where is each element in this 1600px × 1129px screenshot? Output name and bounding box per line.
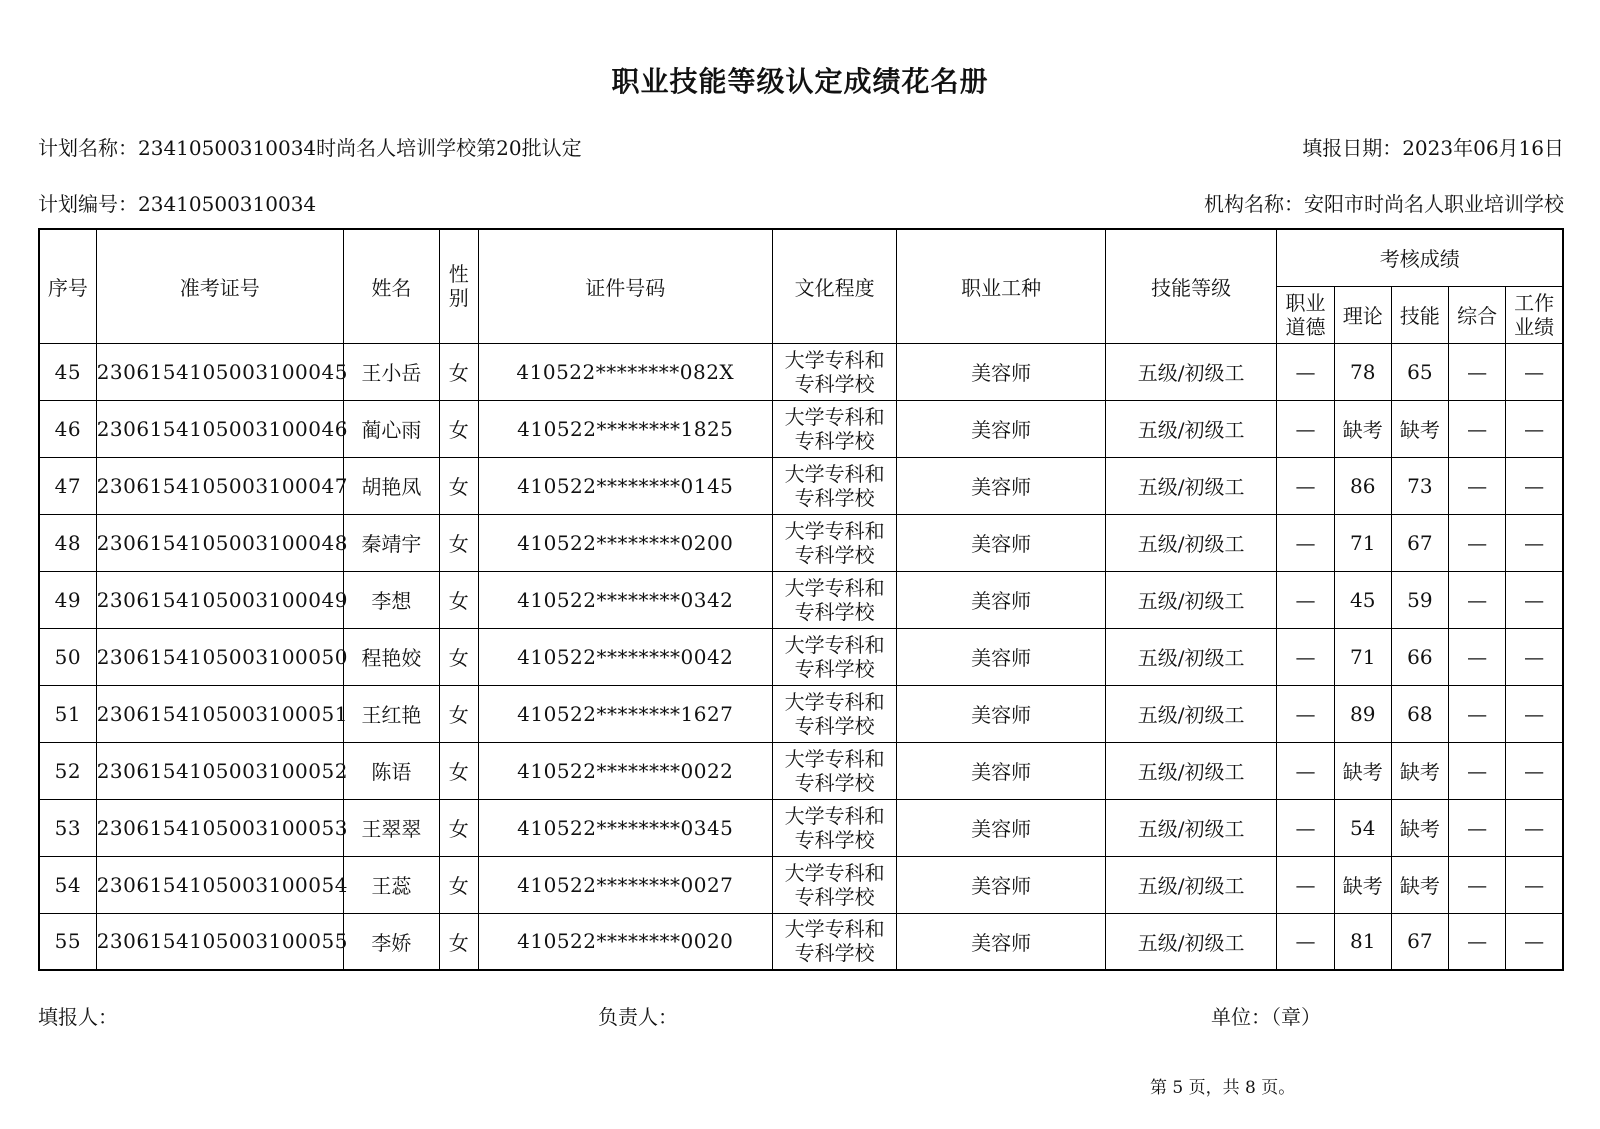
cell-skill: 59	[1391, 571, 1448, 628]
cell-overall: —	[1448, 799, 1505, 856]
filler-label: 填报人：	[38, 1005, 118, 1029]
cell-name: 王蕊	[343, 856, 439, 913]
cell-skill-level: 五级/初级工	[1105, 343, 1277, 400]
cell-exam-no: 2306154105003100054	[96, 856, 343, 913]
cell-education-line1: 大学专科和	[784, 746, 885, 771]
cell-overall: —	[1448, 742, 1505, 799]
cell-education-line2: 专科学校	[794, 941, 875, 966]
cell-education-line1: 大学专科和	[784, 803, 885, 828]
cell-name: 胡艳凤	[343, 457, 439, 514]
cell-skill: 缺考	[1391, 799, 1448, 856]
cell-gender: 女	[439, 343, 478, 400]
cell-skill: 65	[1391, 343, 1448, 400]
cell-education-line1: 大学专科和	[784, 461, 885, 486]
cell-occupation: 美容师	[897, 799, 1105, 856]
header-overall: 综合	[1448, 286, 1505, 343]
table-row	[39, 457, 1563, 514]
header-id-no: 证件号码	[478, 229, 772, 343]
header-gender	[439, 229, 478, 343]
table-row	[39, 856, 1563, 913]
cell-ethics: —	[1277, 799, 1334, 856]
cell-skill-level: 五级/初级工	[1105, 856, 1277, 913]
header-name: 姓名	[343, 229, 439, 343]
cell-id-no: 410522********0345	[478, 799, 772, 856]
cell-exam-no: 2306154105003100055	[96, 913, 343, 970]
cell-education	[772, 343, 897, 400]
cell-theory: 缺考	[1334, 400, 1391, 457]
cell-education-line2: 专科学校	[794, 770, 875, 795]
cell-education	[772, 685, 897, 742]
cell-work: —	[1506, 457, 1563, 514]
cell-ethics: —	[1277, 571, 1334, 628]
cell-skill: 缺考	[1391, 856, 1448, 913]
cell-name: 王红艳	[343, 685, 439, 742]
cell-occupation: 美容师	[897, 571, 1105, 628]
cell-education-line1: 大学专科和	[784, 347, 885, 372]
header-ethics-line2: 道德	[1285, 314, 1326, 339]
cell-ethics: —	[1277, 400, 1334, 457]
cell-work: —	[1506, 400, 1563, 457]
cell-work: —	[1506, 742, 1563, 799]
cell-overall: —	[1448, 514, 1505, 571]
cell-work: —	[1506, 856, 1563, 913]
cell-education-line2: 专科学校	[794, 884, 875, 909]
cell-work: —	[1506, 799, 1563, 856]
cell-education-line2: 专科学校	[794, 428, 875, 453]
cell-education-line1: 大学专科和	[784, 404, 885, 429]
cell-skill: 缺考	[1391, 742, 1448, 799]
cell-education	[772, 571, 897, 628]
cell-education	[772, 913, 897, 970]
cell-education-line2: 专科学校	[794, 485, 875, 510]
cell-exam-no: 2306154105003100049	[96, 571, 343, 628]
cell-gender: 女	[439, 856, 478, 913]
cell-ethics: —	[1277, 685, 1334, 742]
cell-occupation: 美容师	[897, 685, 1105, 742]
cell-education-line2: 专科学校	[794, 542, 875, 567]
cell-overall: —	[1448, 457, 1505, 514]
cell-overall: —	[1448, 400, 1505, 457]
header-work-line2: 业绩	[1514, 314, 1555, 339]
cell-seq: 50	[39, 628, 96, 685]
cell-name: 程艳姣	[343, 628, 439, 685]
cell-gender: 女	[439, 628, 478, 685]
cell-skill: 68	[1391, 685, 1448, 742]
cell-id-no: 410522********0022	[478, 742, 772, 799]
cell-education-line1: 大学专科和	[784, 860, 885, 885]
cell-theory: 86	[1334, 457, 1391, 514]
table-row	[39, 514, 1563, 571]
header-scores: 考核成绩	[1277, 229, 1563, 286]
cell-seq: 48	[39, 514, 96, 571]
cell-skill-level: 五级/初级工	[1105, 514, 1277, 571]
plan-name: 计划名称：23410500310034时尚名人培训学校第20批认定	[38, 136, 582, 160]
cell-gender: 女	[439, 913, 478, 970]
cell-skill-level: 五级/初级工	[1105, 685, 1277, 742]
cell-overall: —	[1448, 343, 1505, 400]
cell-skill-level: 五级/初级工	[1105, 628, 1277, 685]
cell-education	[772, 856, 897, 913]
cell-seq: 49	[39, 571, 96, 628]
cell-skill: 73	[1391, 457, 1448, 514]
cell-education-line1: 大学专科和	[784, 917, 885, 942]
table-row	[39, 400, 1563, 457]
cell-name: 王翠翠	[343, 799, 439, 856]
cell-id-no: 410522********1627	[478, 685, 772, 742]
header-ethics	[1277, 286, 1334, 343]
cell-education	[772, 400, 897, 457]
cell-work: —	[1506, 343, 1563, 400]
cell-skill-level: 五级/初级工	[1105, 457, 1277, 514]
cell-seq: 52	[39, 742, 96, 799]
header-gender-line1: 性	[448, 262, 469, 287]
cell-gender: 女	[439, 400, 478, 457]
cell-skill: 67	[1391, 514, 1448, 571]
cell-education	[772, 628, 897, 685]
cell-name: 蔺心雨	[343, 400, 439, 457]
cell-seq: 54	[39, 856, 96, 913]
table-row	[39, 685, 1563, 742]
table-row	[39, 799, 1563, 856]
cell-occupation: 美容师	[897, 457, 1105, 514]
header-theory: 理论	[1334, 286, 1391, 343]
header-occupation: 职业工种	[897, 229, 1105, 343]
cell-exam-no: 2306154105003100052	[96, 742, 343, 799]
cell-work: —	[1506, 685, 1563, 742]
cell-name: 李娇	[343, 913, 439, 970]
page-number: 第 5 页，共 8 页。	[1150, 1078, 1296, 1098]
cell-skill-level: 五级/初级工	[1105, 913, 1277, 970]
cell-education-line1: 大学专科和	[784, 689, 885, 714]
cell-seq: 47	[39, 457, 96, 514]
cell-education-line2: 专科学校	[794, 599, 875, 624]
header-seq: 序号	[39, 229, 96, 343]
cell-ethics: —	[1277, 913, 1334, 970]
cell-exam-no: 2306154105003100051	[96, 685, 343, 742]
table-row	[39, 913, 1563, 970]
cell-occupation: 美容师	[897, 400, 1105, 457]
unit-seal-label: 单位：（章）	[1211, 1005, 1321, 1029]
cell-exam-no: 2306154105003100048	[96, 514, 343, 571]
cell-id-no: 410522********0042	[478, 628, 772, 685]
cell-occupation: 美容师	[897, 913, 1105, 970]
cell-ethics: —	[1277, 856, 1334, 913]
cell-name: 李想	[343, 571, 439, 628]
cell-seq: 53	[39, 799, 96, 856]
cell-theory: 缺考	[1334, 742, 1391, 799]
cell-theory: 89	[1334, 685, 1391, 742]
cell-theory: 78	[1334, 343, 1391, 400]
cell-education-line2: 专科学校	[794, 371, 875, 396]
cell-theory: 45	[1334, 571, 1391, 628]
cell-occupation: 美容师	[897, 856, 1105, 913]
cell-occupation: 美容师	[897, 343, 1105, 400]
roster-body	[39, 343, 1563, 970]
cell-id-no: 410522********0342	[478, 571, 772, 628]
cell-ethics: —	[1277, 457, 1334, 514]
page-title: 职业技能等级认定成绩花名册	[611, 65, 989, 98]
cell-education	[772, 799, 897, 856]
cell-theory: 71	[1334, 514, 1391, 571]
cell-gender: 女	[439, 571, 478, 628]
header-work	[1506, 286, 1563, 343]
cell-theory: 54	[1334, 799, 1391, 856]
cell-id-no: 410522********0145	[478, 457, 772, 514]
cell-name: 王小岳	[343, 343, 439, 400]
cell-ethics: —	[1277, 742, 1334, 799]
cell-exam-no: 2306154105003100053	[96, 799, 343, 856]
cell-seq: 46	[39, 400, 96, 457]
cell-ethics: —	[1277, 514, 1334, 571]
cell-occupation: 美容师	[897, 514, 1105, 571]
cell-theory: 81	[1334, 913, 1391, 970]
score-roster-table	[38, 228, 1564, 971]
cell-education-line1: 大学专科和	[784, 632, 885, 657]
cell-work: —	[1506, 913, 1563, 970]
cell-overall: —	[1448, 571, 1505, 628]
table-row	[39, 742, 1563, 799]
cell-theory: 缺考	[1334, 856, 1391, 913]
cell-name: 陈语	[343, 742, 439, 799]
header-exam-no: 准考证号	[96, 229, 343, 343]
responsible-label: 负责人：	[598, 1005, 678, 1029]
cell-skill: 66	[1391, 628, 1448, 685]
cell-overall: —	[1448, 913, 1505, 970]
cell-ethics: —	[1277, 343, 1334, 400]
cell-ethics: —	[1277, 628, 1334, 685]
cell-id-no: 410522********0020	[478, 913, 772, 970]
header-skill: 技能	[1391, 286, 1448, 343]
cell-gender: 女	[439, 742, 478, 799]
cell-education-line1: 大学专科和	[784, 518, 885, 543]
cell-occupation: 美容师	[897, 628, 1105, 685]
cell-education-line1: 大学专科和	[784, 575, 885, 600]
cell-skill-level: 五级/初级工	[1105, 400, 1277, 457]
cell-skill: 67	[1391, 913, 1448, 970]
cell-education	[772, 742, 897, 799]
cell-education	[772, 457, 897, 514]
cell-work: —	[1506, 571, 1563, 628]
cell-exam-no: 2306154105003100045	[96, 343, 343, 400]
cell-education-line2: 专科学校	[794, 713, 875, 738]
header-skill-level: 技能等级	[1105, 229, 1277, 343]
table-row	[39, 343, 1563, 400]
cell-seq: 45	[39, 343, 96, 400]
cell-exam-no: 2306154105003100046	[96, 400, 343, 457]
header-education: 文化程度	[772, 229, 897, 343]
cell-skill-level: 五级/初级工	[1105, 571, 1277, 628]
table-row	[39, 571, 1563, 628]
cell-education-line2: 专科学校	[794, 656, 875, 681]
cell-seq: 51	[39, 685, 96, 742]
cell-skill-level: 五级/初级工	[1105, 799, 1277, 856]
header-gender-line2: 别	[448, 286, 469, 311]
organization-name: 机构名称：安阳市时尚名人职业培训学校	[1204, 192, 1564, 216]
cell-overall: —	[1448, 628, 1505, 685]
cell-work: —	[1506, 628, 1563, 685]
cell-work: —	[1506, 514, 1563, 571]
cell-skill: 缺考	[1391, 400, 1448, 457]
cell-skill-level: 五级/初级工	[1105, 742, 1277, 799]
cell-exam-no: 2306154105003100047	[96, 457, 343, 514]
cell-seq: 55	[39, 913, 96, 970]
cell-overall: —	[1448, 856, 1505, 913]
table-row	[39, 628, 1563, 685]
cell-id-no: 410522********082X	[478, 343, 772, 400]
cell-education	[772, 514, 897, 571]
header-ethics-line1: 职业	[1285, 290, 1326, 315]
cell-id-no: 410522********0027	[478, 856, 772, 913]
plan-number: 计划编号：23410500310034	[38, 192, 317, 216]
cell-occupation: 美容师	[897, 742, 1105, 799]
cell-name: 秦靖宇	[343, 514, 439, 571]
cell-id-no: 410522********1825	[478, 400, 772, 457]
cell-gender: 女	[439, 457, 478, 514]
cell-theory: 71	[1334, 628, 1391, 685]
header-work-line1: 工作	[1514, 290, 1555, 315]
cell-gender: 女	[439, 514, 478, 571]
cell-gender: 女	[439, 799, 478, 856]
fill-date: 填报日期：2023年06月16日	[1302, 136, 1564, 160]
cell-id-no: 410522********0200	[478, 514, 772, 571]
cell-exam-no: 2306154105003100050	[96, 628, 343, 685]
cell-education-line2: 专科学校	[794, 827, 875, 852]
cell-overall: —	[1448, 685, 1505, 742]
cell-gender: 女	[439, 685, 478, 742]
